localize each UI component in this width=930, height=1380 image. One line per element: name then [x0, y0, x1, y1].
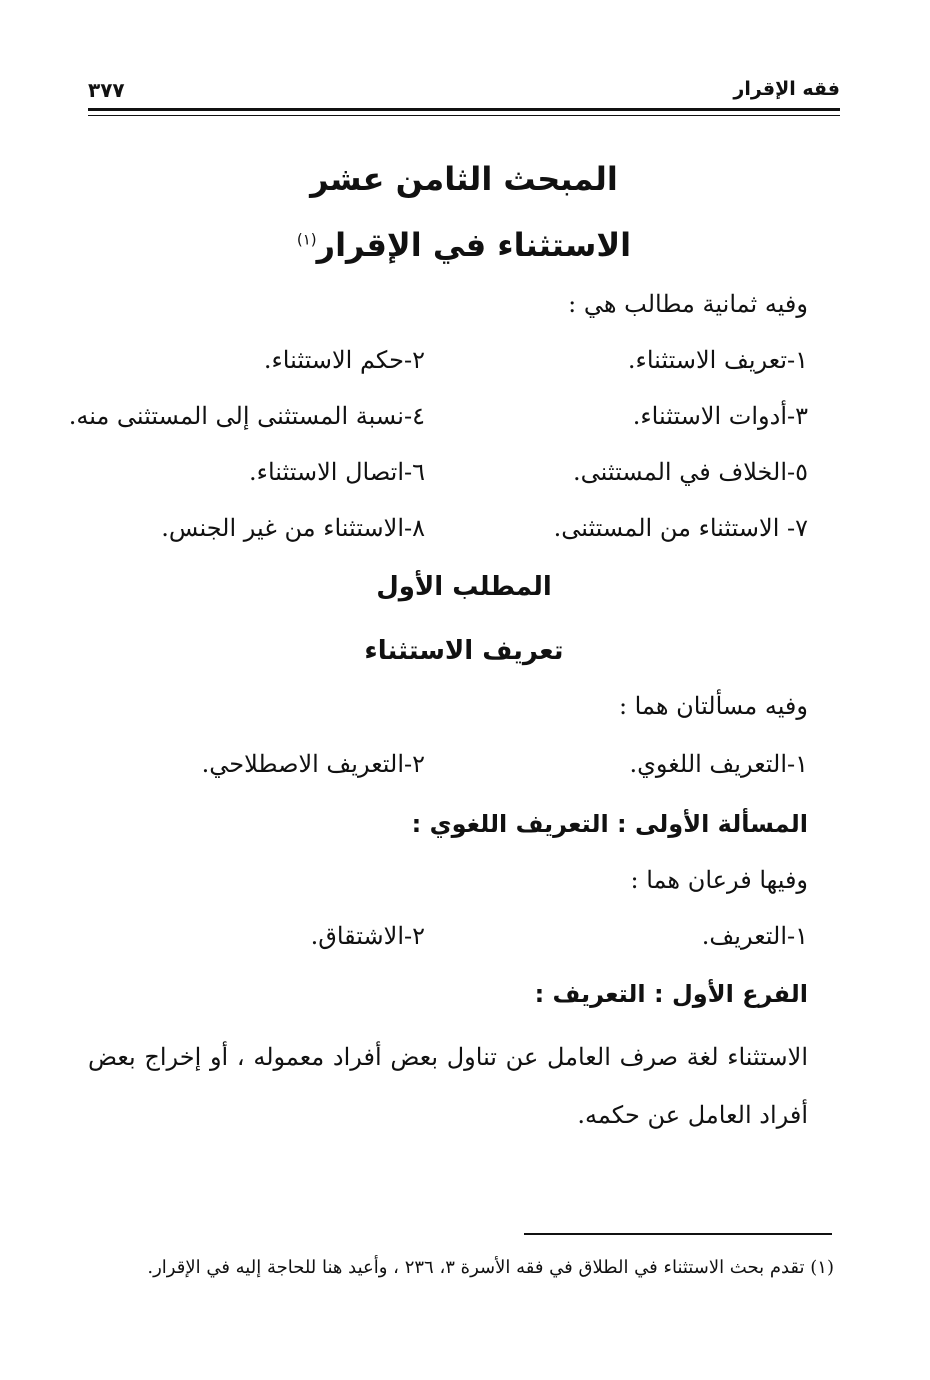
question-heading: المسألة الأولى : التعريف اللغوي :: [411, 810, 808, 838]
section-heading: المطلب الأول: [376, 572, 552, 602]
page-number: ٣٧٧: [88, 78, 125, 102]
footnote-rule: [524, 1233, 832, 1235]
list-item: ١-تعريف الاستثناء.: [627, 346, 808, 374]
section-intro-line: وفيه مسألتان هما :: [618, 692, 808, 720]
header-rule: [88, 108, 840, 111]
list-item: ٥-الخلاف في المستثنى.: [572, 458, 808, 486]
running-header-title: فقه الإقرار: [733, 78, 840, 100]
list-item: ١-التعريف اللغوي.: [629, 750, 808, 778]
list-item: ٣-أدوات الاستثناء.: [632, 402, 808, 430]
intro-line: وفيه ثمانية مطالب هي :: [568, 290, 808, 318]
chapter-subheading: [88, 226, 840, 264]
list-item: ٦-اتصال الاستثناء.: [249, 458, 425, 486]
list-item: ٢-التعريف الاصطلاحي.: [201, 750, 425, 778]
list-item: ٧- الاستثناء من المستثنى.: [553, 514, 808, 542]
branch-heading: الفرع الأول : التعريف :: [534, 980, 808, 1008]
list-item: ٨-الاستثناء من غير الجنس.: [161, 514, 425, 542]
footnote: (١) تقدم بحث الاستثناء في الطلاق في فقه الأسرة ٣، ٢٣٦ ، وأعيد هنا للحاجة إليه في الإقرار.: [147, 1257, 834, 1278]
list-item: ١-التعريف.: [701, 922, 808, 950]
question-intro-line: وفيها فرعان هما :: [630, 866, 808, 894]
list-item: ٤-نسبة المستثنى إلى المستثنى منه.: [68, 402, 425, 430]
footnote-reference: (١): [296, 230, 317, 249]
list-item: ٢-حكم الاستثناء.: [263, 346, 425, 374]
chapter-heading: المبحث الثامن عشر: [310, 160, 618, 198]
list-item: ٢-الاشتقاق.: [310, 922, 425, 950]
section-title: تعريف الاستثناء: [364, 636, 564, 666]
body-paragraph: الاستثناء لغة صرف العامل عن تناول بعض أفراد معموله ، أو إخراج بعض أفراد العامل عن حكمه.: [88, 1043, 808, 1129]
running-header: [88, 72, 840, 112]
header-rule-thin: [88, 115, 840, 116]
chapter-subheading-text: الاستثناء في الإقرار: [316, 226, 632, 264]
